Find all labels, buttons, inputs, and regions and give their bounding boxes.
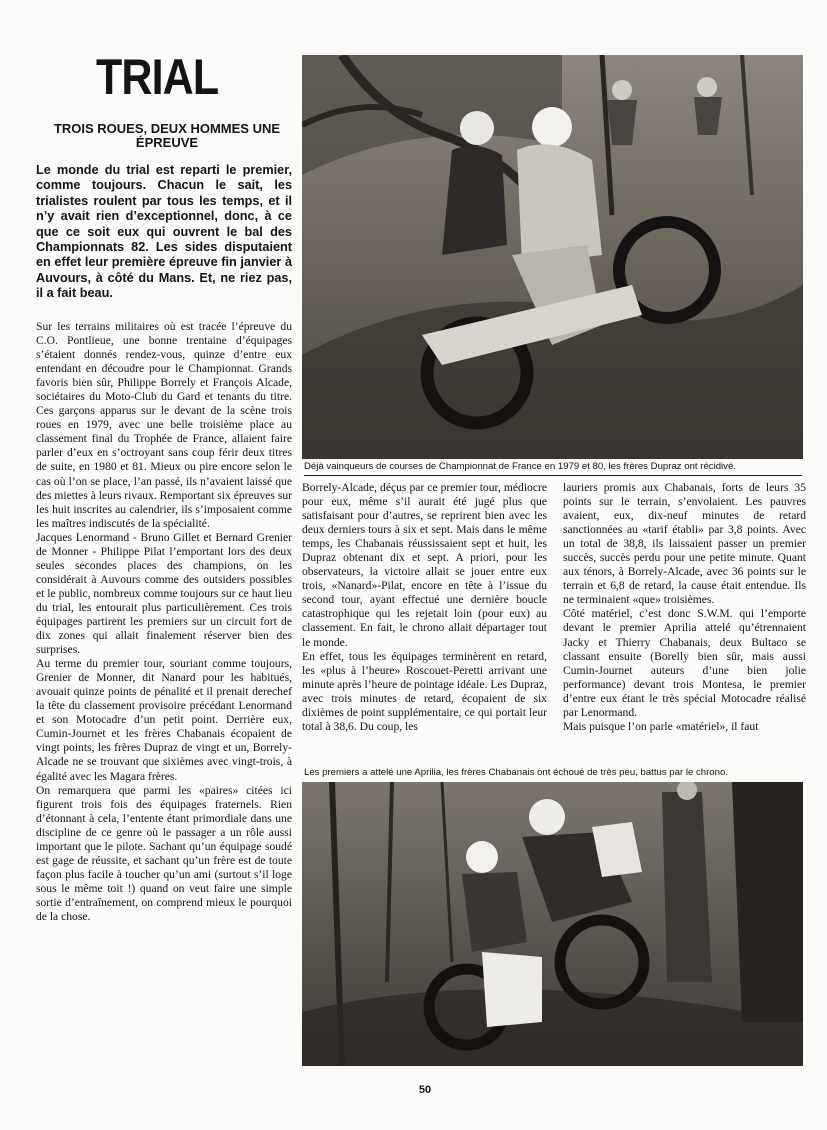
text-column-3 <box>563 481 806 734</box>
photo-illustration <box>302 782 803 1066</box>
photo-sidecar-dupraz <box>302 55 803 459</box>
paragraph: Jacques Lenormand - Bruno Gillet et Bernard Grenier de Monner - Philippe Pilat l’emportant lors des deux seules secondes places des champions, on les considérait à Auvours comme des outsiders possibles et le public, nombreux comme toujours sur ce haut lieu du trial, les entourait plus particulièrement. Ces trois équipages partirent les premiers sur un circuit fort de dix zones qui allait finalement réserver bien des surprises. <box>36 530 292 657</box>
paragraph: Au terme du premier tour, souriant comme toujours, Grenier de Monner, dit Nanard pour les habitués, avouait quinze points de pénalité et il prenait derechef la tête du classement provisoire précédant Lenormand et son Motocadre d’un petit point. Derrière eux, Cumin-Journet et les frères Chabanais écopaient de vingt points, les frères Dupraz de vingt et un, Borrely-Alcade ne se trouvant que sixièmes avec vingt-trois, à égalité avec les Magara frères. <box>36 657 292 783</box>
paragraph: Sur les terrains militaires où est tracée l’épreuve du C.O. Pontlieue, une bonne trentaine d’équipages s’étaient donnés rendez-vous, quinze d’entre eux entendant en découdre pour le Championnat. Grands favoris bien sûr, Philippe Borrely et François Alcade, sociétaires du Moto-Club du Gard et tenants du titre. Ces garçons apparus sur le devant de la scène trois roues en 1979, avec une belle troisième place au classement final du Trophée de France, allaient faire parler d’eux en s’octroyant sans coup férir deux titres de suite, en 1980 et 81. Mieux ou pire encore selon le cas où l’on se place, l’an passé, ils n’avaient laissé que des miettes à leurs rivaux. Remportant six épreuves sur les huit inscrites au calendrier, ils s’imposaient comme les maîtres indiscutés de la spécialité. <box>36 320 292 530</box>
text-column-2 <box>302 481 547 734</box>
photo-sidecar-chabanais <box>302 782 803 1066</box>
article-subtitle: TROIS ROUES, DEUX HOMMES UNE ÉPREUVE <box>53 121 281 150</box>
paragraph: lauriers promis aux Chabanais, forts de leurs 35 points sur le terrain, s’envolaient. Les pauvres avaient, eux, dix-neuf minutes de retard sanctionnées au «tarif établi» par 3,8 points. Avec un total de 38,8, ils laissaient passer un premier succès, succès perdu pour une petite minute. Quant aux ténors, à Borrely-Alcade, avec 36 points sur le terrain et 6,8 de retard, la cause était entendue. Ils ne terminaient «que» troisièmes. <box>563 481 806 607</box>
paragraph: Côté matériel, c’est donc S.W.M. qui l’emporte devant le premier Aprilia attelé qu’étrennaient Jacky et Thierry Chabanais, deux Bultaco se classant ensuite (Borelly bien sûr, mais aussi Cumin-Journet auteurs d’une bien jolie performance) devant trois Montesa, le premier d’entre eux étant le très spécial Motocadre réalisé par Lenormand. <box>563 607 806 719</box>
photo-caption-bottom: Les premiers a attelé une Aprilia, les frères Chabanais ont échoué de très peu, battus par le chrono. <box>304 767 728 778</box>
paragraph: Borrely-Alcade, déçus par ce premier tour, médiocre pour eux, même s’il aurait été jugé plus que satisfaisant pour d’autres, se reprirent bien avec les deux derniers tours à six et sept. Mais dans le même temps, les Chabanais réussissaient sept et huit, les Dupraz obtenant dix et sept. A priori, pour les observateurs, la victoire allait se jouer entre eux trois, «Nanard»-Pilat, encore en tête à l’issue du second tour, ayant effectué une dernière boucle catastrophique qui les rejetait loin (pour eux) au classement. En fait, le chrono allait départager tout le monde. <box>302 481 547 649</box>
paragraph: On remarquera que parmi les «paires» citées ici figurent trois fois des équipages fraternels. Rien d’étonnant à cela, l’entente étant primordiale dans une discipline de ce genre où le passager a un rôle aussi important que le pilote. Sachant qu’un équipage soudé est gage de réussite, et sachant qu’un frère est de toute façon plus facile à toucher qu’un ami (surtout s’il loge sous le même toit !) quand on veut faire une simple sortie d’entraînement, on comprend mieux le pourquoi de la chose. <box>36 783 292 923</box>
paragraph: Mais puisque l’on parle «matériel», il faut <box>563 719 759 733</box>
photo-caption-top: Déjà vainqueurs de courses de Championnat de France en 1979 et 80, les frères Dupraz ont récidivé. <box>304 461 802 476</box>
article-title: TRIAL <box>96 49 219 105</box>
article-lead: Le monde du trial est reparti le premier, comme toujours. Chacun le sait, les trialistes roulent par tous les temps, et il n’y avait rien d’exceptionnel, donc, à ce que ce soit eux qui ouvrent le bal des Championnats 82. Les sides disputaient en effet leur première épreuve fin janvier à Auvours, à côté du Mans. Et, ne riez pas, il a fait beau. <box>36 163 292 301</box>
paragraph: En effet, tous les équipages terminèrent en retard, les «plus à l’heure» Roscouet-Peretti arrivant une minute après l’heure de pointage idéale. Les Dupraz, avec trois minutes de retard, écopaient de six dixièmes de point supplémentaire, ce qui portait leur total à 38,6. Du coup, les <box>302 649 547 733</box>
page-number: 50 <box>418 1084 432 1096</box>
text-column-1 <box>36 320 292 924</box>
photo-illustration <box>302 55 803 459</box>
